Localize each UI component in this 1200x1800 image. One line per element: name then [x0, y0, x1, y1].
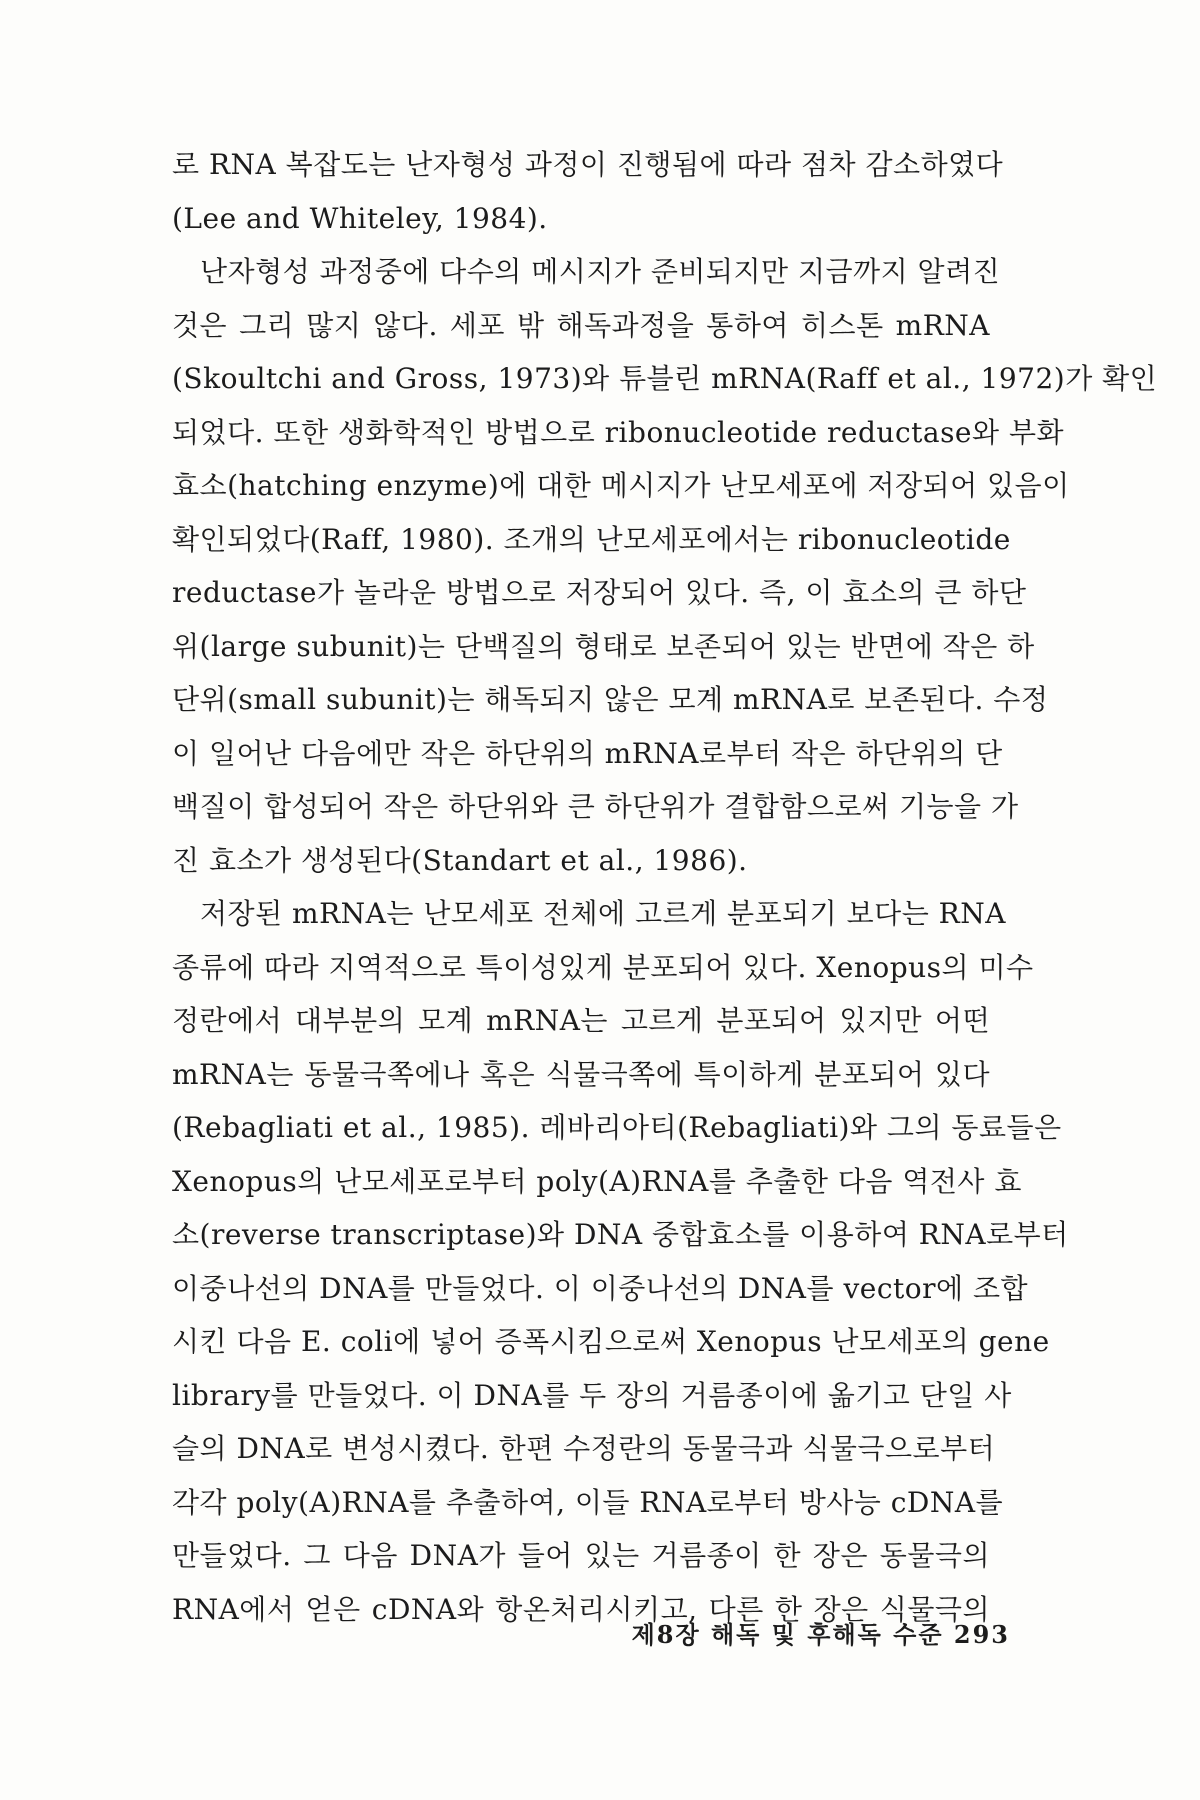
- text-line: 것은 그리 많지 않다. 세포 밖 해독과정을 통하여 히스톤 mRNA: [172, 308, 990, 342]
- text-line: Xenopus의 난모세포로부터 poly(A)RNA를 추출한 다음 역전사 효: [172, 1164, 1022, 1198]
- text-line: reductase가 놀라운 방법으로 저장되어 있다. 즉, 이 효소의 큰 하단: [172, 576, 1027, 609]
- text-line: library를 만들었다. 이 DNA를 두 장의 거름종이에 옮기고 단일 사: [172, 1378, 1012, 1412]
- body-text: [172, 138, 1158, 1636]
- text-line: 진 효소가 생성된다(Standart et al., 1986).: [172, 843, 748, 877]
- text-line: 만들었다. 그 다음 DNA가 들어 있는 거름종이 한 장은 동물극의: [172, 1539, 990, 1572]
- text-line: 슬의 DNA로 변성시켰다. 한편 수정란의 동물극과 식물극으로부터: [172, 1432, 996, 1465]
- text-line: 이중나선의 DNA를 만들었다. 이 이중나선의 DNA를 vector에 조합: [172, 1271, 1029, 1305]
- text-line: 이 일어난 다음에만 작은 하단위의 mRNA로부터 작은 하단위의 단: [172, 736, 1003, 770]
- text-line: 시킨 다음 E. coli에 넣어 증폭시킴으로써 Xenopus 난모세포의 gene: [172, 1325, 1050, 1358]
- page-footer: 제8장 해독 및 후해독 수준 293: [631, 1620, 1010, 1649]
- text-line: 백질이 합성되어 작은 하단위와 큰 하단위가 결합함으로써 기능을 가: [172, 790, 1019, 823]
- text-line: (Skoultchi and Gross, 1973)와 튜블린 mRNA(Raff et al., 1972)가 확인: [172, 362, 1158, 395]
- text-line: RNA에서 얻은 cDNA와 항온처리시키고, 다른 한 장은 식물극의: [172, 1592, 990, 1626]
- text-line: 단위(small subunit)는 해독되지 않은 모계 mRNA로 보존된다. 수정: [172, 683, 1049, 716]
- text-line: 로 RNA 복잡도는 난자형성 과정이 진행됨에 따라 점차 감소하였다: [172, 148, 1004, 181]
- text-line: 되었다. 또한 생화학적인 방법으로 ribonucleotide reductase와 부화: [172, 415, 1065, 449]
- text-line: (Lee and Whiteley, 1984).: [172, 201, 548, 235]
- text-line: 종류에 따라 지역적으로 특이성있게 분포되어 있다. Xenopus의 미수: [172, 950, 1034, 984]
- text-line: 난자형성 과정중에 다수의 메시지가 준비되지만 지금까지 알려진: [200, 255, 1001, 288]
- text-line: 소(reverse transcriptase)와 DNA 중합효소를 이용하여 RNA로부터: [172, 1218, 1069, 1251]
- text-line: 효소(hatching enzyme)에 대한 메시지가 난모세포에 저장되어 있음이: [172, 469, 1070, 502]
- text-line: 위(large subunit)는 단백질의 형태로 보존되어 있는 반면에 작은 하: [172, 629, 1035, 663]
- text-line: (Rebagliati et al., 1985). 레바리아티(Rebagliati)와 그의 동료들은: [172, 1111, 1062, 1144]
- text-line: 확인되었다(Raff, 1980). 조개의 난모세포에서는 ribonucleotide: [172, 522, 1011, 556]
- text-line: mRNA는 동물극쪽에나 혹은 식물극쪽에 특이하게 분포되어 있다: [172, 1057, 990, 1091]
- text-line: 각각 poly(A)RNA를 추출하여, 이들 RNA로부터 방사능 cDNA를: [172, 1485, 1004, 1519]
- text-line: 저장된 mRNA는 난모세포 전체에 고르게 분포되기 보다는 RNA: [200, 897, 1006, 930]
- text-line: 정란에서 대부분의 모계 mRNA는 고르게 분포되어 있지만 어떤: [172, 1004, 990, 1037]
